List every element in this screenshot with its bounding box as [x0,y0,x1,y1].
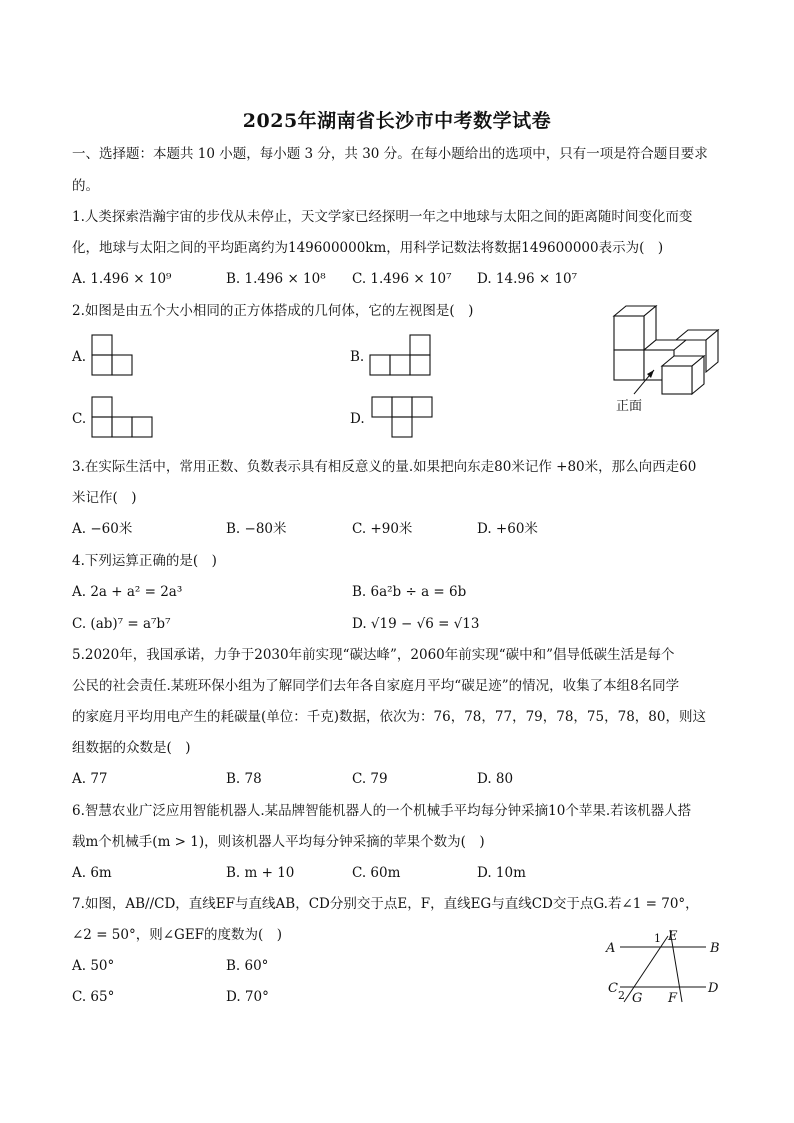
q1-option-c: C. 1.496 × 10⁷ [352,271,452,287]
section-heading-cont: 的。 [72,178,99,194]
q5-option-b: B. 78 [226,771,262,787]
q2-option-a-figure [90,333,134,377]
q2-option-c-label: C. [72,411,87,427]
q3-option-c: C. +90米 [352,521,413,537]
label-angle-2: 2 [618,989,625,1002]
q7-option-d: D. 70° [226,989,269,1005]
q2-option-c-figure [90,395,154,439]
q2-option-a-label: A. [72,349,87,365]
q4-option-a: A. 2a + a² = 2a³ [72,584,183,600]
q1-option-b: B. 1.496 × 10⁸ [226,271,326,287]
q4-option-d: D. √19 − √6 = √13 [352,616,480,632]
label-d: D [708,981,719,996]
section-heading: 一、选择题：本题共 10 小题，每小题 3 分，共 30 分。在每小题给出的选项中，只有一项是符合题目要求 [72,146,708,162]
q1-stem-cont: 化，地球与太阳之间的平均距离约为149600000km，用科学记数法将数据149600000表示为( ) [72,240,664,256]
q4-stem: 4.下列运算正确的是( ) [72,553,217,569]
q7-option-c: C. 65° [72,989,115,1005]
label-e: E [668,929,678,944]
q5-option-a: A. 77 [72,771,108,787]
q3-stem: 3.在实际生活中，常用正数、负数表示具有相反意义的量.如果把向东走80米记作 +80米，那么向西走60 [72,459,697,475]
q6-option-b: B. m + 10 [226,865,295,881]
q6-option-d: D. 10m [477,865,526,881]
q2-solid-figure [606,300,730,416]
q3-option-b: B. −80米 [226,521,287,537]
q7-parallel-lines-figure [602,924,726,1006]
q5-stem-cont2: 的家庭月平均用电产生的耗碳量(单位：千克)数据，依次为：76，78，77，79，78，75，78，80，则这 [72,709,706,725]
q2-stem: 2.如图是由五个大小相同的正方体搭成的几何体，它的左视图是( ) [72,303,474,319]
q5-stem-cont3: 组数据的众数是( ) [72,740,191,756]
front-label: 正面 [616,399,643,414]
q1-option-d: D. 14.96 × 10⁷ [477,271,578,287]
q6-option-c: C. 60m [352,865,401,881]
q3-option-d: D. +60米 [477,521,538,537]
q3-option-a: A. −60米 [72,521,133,537]
line-eg [624,936,668,1002]
label-f: F [668,991,678,1006]
q5-stem-cont1: 公民的社会责任.某班环保小组为了解同学们去年各自家庭月平均“碳足迹”的情况，收集了本组8名同学 [72,678,680,694]
q5-option-d: D. 80 [477,771,514,787]
q3-stem-cont: 米记作( ) [72,490,137,506]
q1-option-a: A. 1.496 × 10⁹ [72,271,172,287]
q7-stem: 7.如图，AB//CD，直线EF与直线AB，CD分别交于点E，F，直线EG与直线CD交于点G.若∠1 = 70°， [72,896,699,912]
label-c: C [608,981,618,996]
q7-option-a: A. 50° [72,958,115,974]
label-a: A [606,941,616,956]
q6-stem-cont: 载m个机械手(m > 1)，则该机器人平均每分钟采摘的苹果个数为( ) [72,834,485,850]
q2-option-d-label: D. [350,411,365,427]
q4-option-c: C. (ab)⁷ = a⁷b⁷ [72,616,171,632]
q2-option-b-figure [368,333,432,377]
q5-stem: 5.2020年，我国承诺，力争于2030年前实现“碳达峰”，2060年前实现“碳中和”倡导低碳生活是每个 [72,647,675,663]
q4-option-b: B. 6a²b ÷ a = 6b [352,584,467,600]
page-title: 2025年湖南省长沙市中考数学试卷 [242,110,552,132]
q5-option-c: C. 79 [352,771,388,787]
label-angle-1: 1 [654,932,661,945]
q7-option-b: B. 60° [226,958,269,974]
q6-stem: 6.智慧农业广泛应用智能机器人.某品牌智能机器人的一个机械手平均每分钟采摘10个苹果.若该机器人搭 [72,803,692,819]
q2-option-b-label: B. [350,349,365,365]
q1-stem: 1.人类探索浩瀚宇宙的步伐从未停止，天文学家已经探明一年之中地球与太阳之间的距离随时间变化而变 [72,209,693,225]
q2-option-d-figure [370,395,434,439]
label-g: G [632,991,643,1006]
label-b: B [710,941,720,956]
q6-option-a: A. 6m [72,865,112,881]
q7-stem-cont: ∠2 = 50°，则∠GEF的度数为( ) [72,927,283,943]
